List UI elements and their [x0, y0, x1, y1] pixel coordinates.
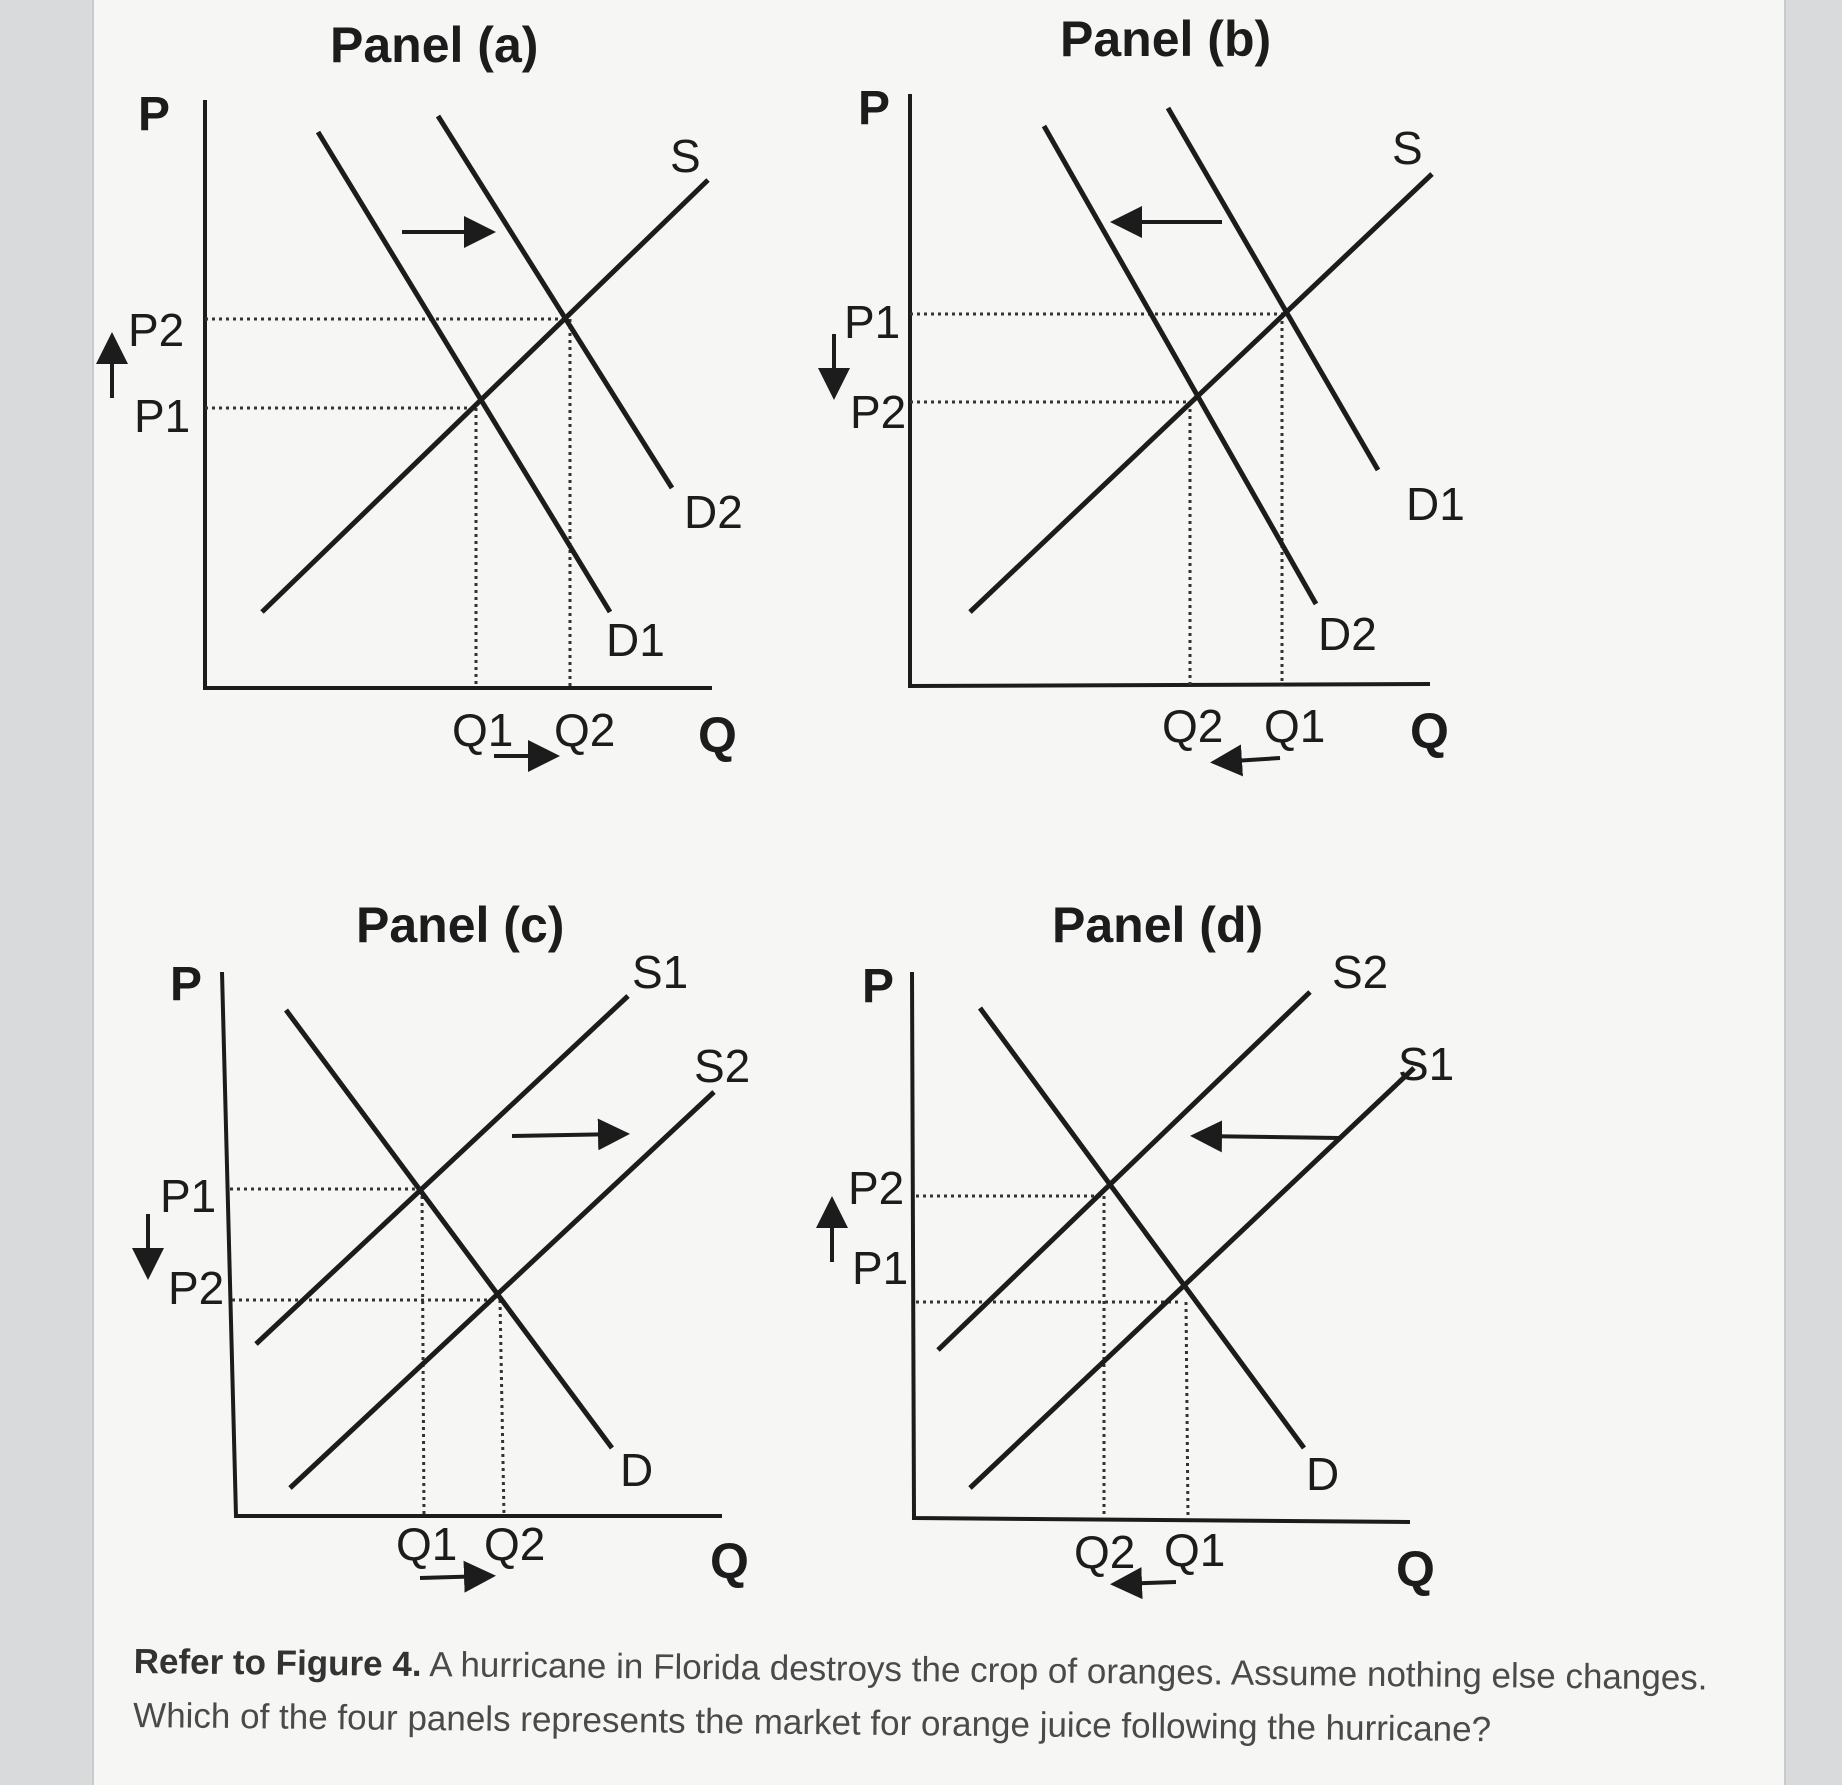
panel-b-demand-d2: [1044, 126, 1316, 604]
panel-a-title: Panel (a): [330, 17, 539, 73]
panel-c-label-q1: Q1: [396, 1518, 458, 1570]
panel-b-label-d1: D1: [1406, 478, 1465, 530]
panel-d-axis-p: P: [862, 960, 895, 1013]
panel-b-axis-p: P: [858, 82, 891, 135]
question-text: [133, 1635, 1734, 1760]
panel-b-quantity-arrow: [1218, 758, 1280, 762]
panel-c-demand-d: [286, 1010, 612, 1448]
panel-c-guide-q2: [500, 1300, 504, 1516]
question-body: A hurricane in Florida destroys the crop of oranges. Assume nothing else changes. Which of the four panels represents the market for orange juice following the hurricane?: [132, 1645, 1708, 1750]
panel-a-demand-d1: [318, 132, 610, 612]
panel-b-label-s: S: [1392, 122, 1423, 174]
panel-d: [832, 897, 1454, 1597]
panel-b-label-q1: Q1: [1264, 700, 1326, 752]
panel-a-label-p2: P2: [128, 304, 185, 356]
panel-b: [834, 11, 1465, 762]
panel-a-axis-q: Q: [698, 707, 737, 763]
panel-c-axis-q: Q: [710, 1533, 749, 1589]
panel-a-label-q2: Q2: [554, 704, 616, 756]
panel-c-quantity-arrow: [420, 1576, 488, 1578]
panel-b-supply-curve: [970, 174, 1432, 612]
panel-b-axis-q: Q: [1410, 703, 1449, 759]
panel-d-label-p1: P1: [852, 1242, 909, 1294]
panel-d-title: Panel (d): [1052, 897, 1264, 953]
panel-a-label-q1: Q1: [452, 704, 514, 756]
panel-d-label-q2: Q2: [1074, 1526, 1136, 1578]
panel-d-axes: [912, 972, 1410, 1522]
panel-a-supply-curve: [262, 180, 708, 612]
panel-a-axis-p: P: [138, 88, 171, 141]
panel-b-label-q2: Q2: [1162, 700, 1224, 752]
panel-d-label-q1: Q1: [1164, 1524, 1226, 1576]
panel-c-label-p2: P2: [168, 1262, 225, 1314]
panel-d-label-p2: P2: [848, 1162, 905, 1214]
panel-b-label-d2: D2: [1318, 608, 1377, 660]
panel-b-demand-d1: [1168, 108, 1378, 470]
panel-d-guide-q1: [1186, 1302, 1188, 1518]
panel-a-label-p1: P1: [134, 390, 191, 442]
panel-a: [112, 17, 743, 763]
panel-c-title: Panel (c): [356, 897, 565, 953]
question-reference: Refer to Figure 4.: [133, 1641, 422, 1685]
panel-c-label-s2: S2: [694, 1040, 751, 1092]
panel-d-label-s2: S2: [1332, 946, 1389, 998]
panel-c-label-s1: S1: [632, 946, 689, 998]
panel-b-title: Panel (b): [1060, 11, 1272, 67]
panel-c-label-p1: P1: [160, 1170, 217, 1222]
panel-a-label-s: S: [670, 130, 701, 182]
panel-d-supply-s2: [938, 992, 1310, 1350]
panel-d-demand-d: [980, 1008, 1304, 1448]
panel-d-label-s1: S1: [1398, 1038, 1455, 1090]
panel-a-demand-d2: [438, 116, 672, 488]
panel-d-axis-q: Q: [1396, 1541, 1435, 1597]
panel-b-label-p2: P2: [850, 386, 907, 438]
panel-c-guide-q1: [422, 1189, 424, 1516]
panel-c-shift-arrow: [512, 1134, 622, 1136]
panel-d-shift-arrow: [1198, 1136, 1340, 1138]
panel-c-axis-p: P: [170, 958, 203, 1011]
panel-c-axes: [222, 972, 722, 1516]
panel-c: [148, 897, 750, 1589]
panel-d-quantity-arrow: [1118, 1582, 1176, 1584]
panel-b-label-p1: P1: [844, 296, 901, 348]
panel-a-axes: [205, 100, 712, 688]
panel-a-label-d2: D2: [684, 486, 743, 538]
panel-c-label-d: D: [620, 1444, 654, 1496]
panel-d-label-d: D: [1306, 1448, 1340, 1500]
panel-d-supply-s1: [970, 1068, 1414, 1488]
panel-a-label-d1: D1: [606, 614, 665, 666]
panel-c-label-q2: Q2: [484, 1518, 546, 1570]
